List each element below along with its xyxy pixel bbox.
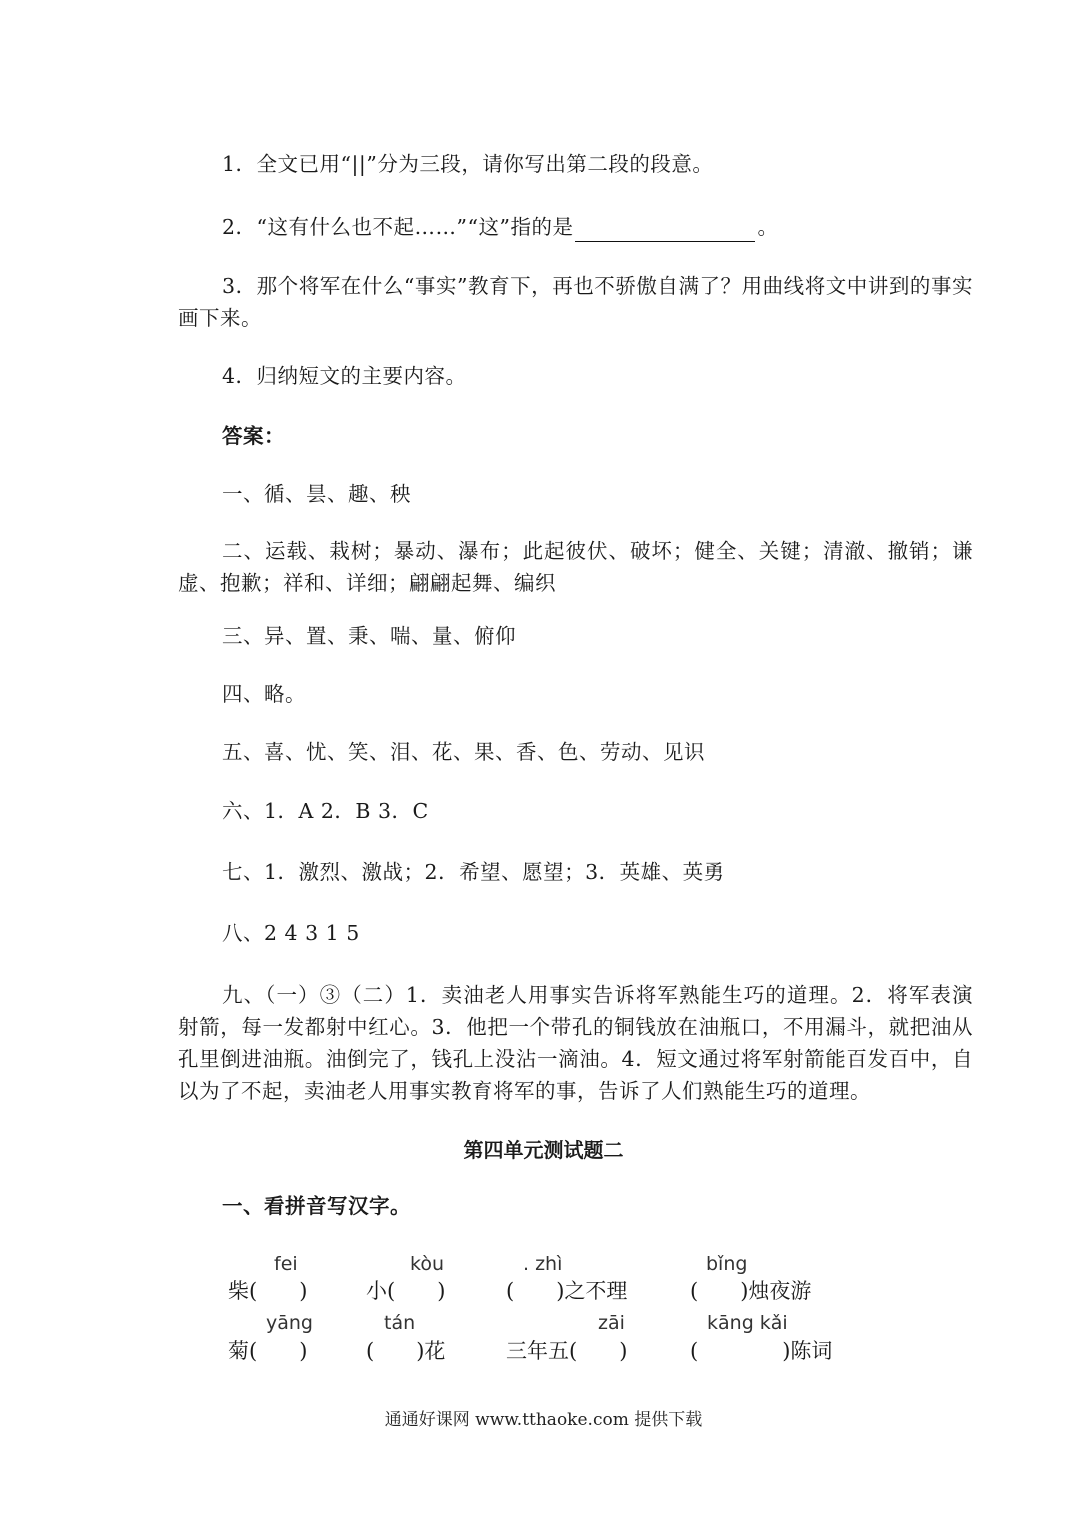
answer-5: 五、喜、忧、笑、泪、花、果、香、色、劳动、见识 [222, 740, 705, 764]
answer-3: 三、异、置、秉、喘、量、俯仰 [222, 624, 516, 648]
answers-heading: 答案： [222, 424, 285, 448]
answer-7: 七、1．激烈、激战；2．希望、愿望；3．英雄、英勇 [222, 860, 725, 884]
fill-blank-item: 小( ) [366, 1279, 446, 1303]
fill-blank-item: 菊( ) [228, 1339, 308, 1363]
answer-2: 二、运载、栽树；暴动、瀑布；此起彼伏、破坏；健全、关键；清澈、撤销；谦虚、抱歉；祥和、详细；翩翩起舞、编织 [178, 539, 973, 595]
question-3: 3．那个将军在什么“事实”教育下，再也不骄傲自满了？用曲线将文中讲到的事实画下来。 [178, 274, 973, 330]
question-2-end: 。 [757, 215, 779, 239]
fill-blank-item: 柴( ) [228, 1279, 308, 1303]
answer-1: 一、循、昙、趣、秧 [222, 482, 411, 506]
answer-4: 四、略。 [222, 682, 306, 706]
pinyin: zāi [598, 1312, 625, 1334]
answer-9: 九、（一）③（二）1．卖油老人用事实告诉将军熟能生巧的道理。2．将军表演射箭，每一发都射中红心。3．他把一个带孔的铜钱放在油瓶口，不用漏斗，就把油从孔里倒进油瓶。油倒完了，钱孔上没沾一滴油。4．短文通过将军射箭能百发百中，自以为了不起，卖油老人用事实教育将军的事，告诉了人们熟能生巧的道理。 [178, 983, 973, 1103]
question-2-text: 2．“这有什么也不起……”“这”指的是 [222, 215, 574, 239]
pinyin: fei [274, 1253, 298, 1275]
question-2 [222, 212, 778, 242]
answer-blank [575, 219, 755, 242]
pinyin: . zhì [523, 1253, 563, 1275]
question-4: 4．归纳短文的主要内容。 [222, 364, 467, 388]
fill-blank-item: 三年五( ) [506, 1339, 628, 1363]
pinyin: yāng [266, 1312, 313, 1334]
pinyin: kāng kǎi [707, 1312, 788, 1334]
pinyin: kòu [410, 1253, 444, 1275]
fill-blank-item: ( )陈词 [690, 1339, 833, 1363]
fill-blank-item: ( )烛夜游 [690, 1279, 812, 1303]
answer-8: 八、2 4 3 1 5 [222, 921, 360, 945]
exercise-1-heading: 一、看拼音写汉字。 [222, 1194, 411, 1218]
fill-blank-item: ( )花 [366, 1339, 446, 1363]
pinyin: tán [384, 1312, 416, 1334]
page-footer: 通通好课网 www.tthaoke.com 提供下载 [384, 1410, 703, 1430]
pinyin: bǐng [706, 1253, 748, 1275]
fill-blank-item: ( )之不理 [506, 1279, 628, 1303]
section-title: 第四单元测试题二 [463, 1138, 624, 1162]
answer-6: 六、1．A 2．B 3．C [222, 799, 429, 823]
question-1: 1．全文已用“||”分为三段，请你写出第二段的段意。 [222, 152, 714, 176]
